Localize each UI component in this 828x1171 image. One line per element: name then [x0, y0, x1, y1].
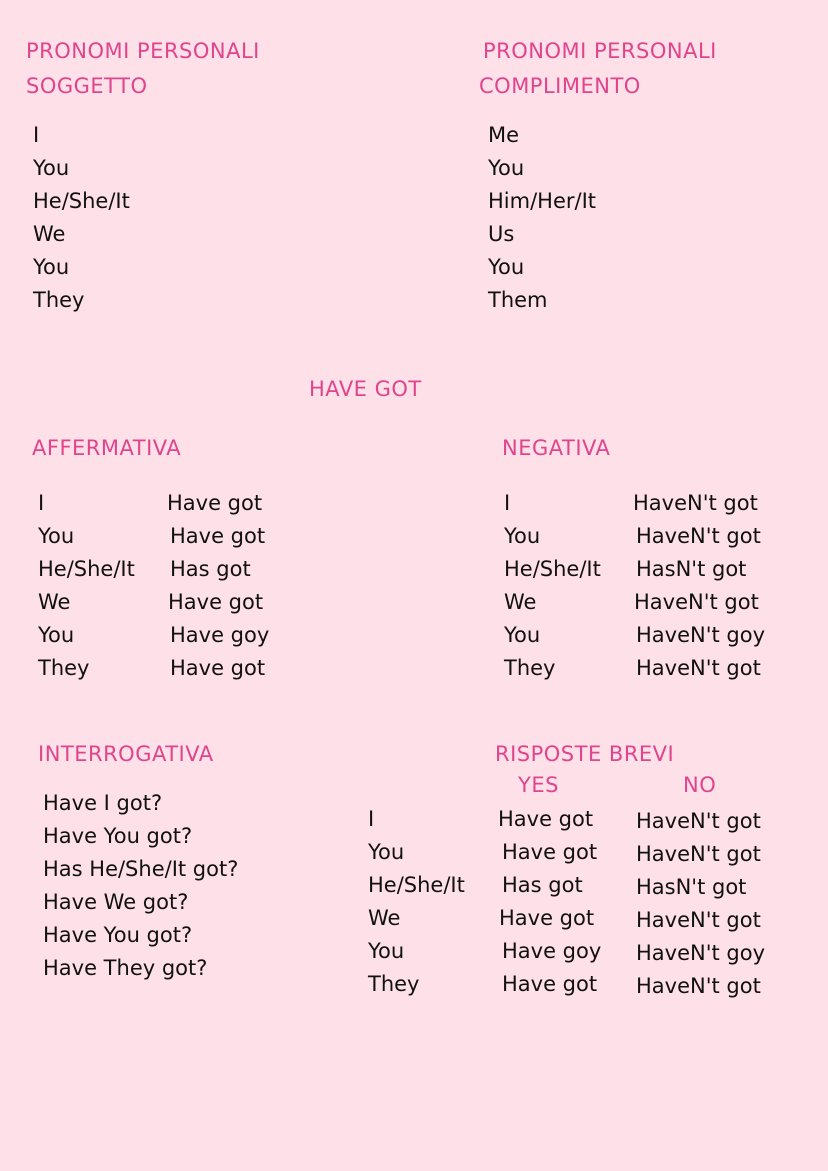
list-item: You	[33, 255, 70, 279]
list-item: Have You got?	[43, 824, 193, 848]
subject-cell: You	[368, 939, 405, 963]
yes-column-label: YES	[518, 773, 559, 797]
yes-cell: Have got	[502, 840, 598, 864]
verb-cell: HaveN't got	[636, 656, 761, 680]
list-item: I	[33, 123, 40, 147]
yes-cell: Has got	[502, 873, 583, 897]
list-item: He/She/It	[33, 189, 130, 213]
list-item: Have They got?	[43, 956, 208, 980]
subject-cell: You	[504, 623, 541, 647]
list-item: You	[33, 156, 70, 180]
subject-cell: They	[368, 972, 420, 996]
no-cell: HaveN't got	[636, 908, 761, 932]
list-item: You	[488, 156, 525, 180]
yes-cell: Have got	[498, 807, 594, 831]
have-got-title: HAVE GOT	[309, 377, 422, 401]
subject-cell: He/She/It	[368, 873, 465, 897]
list-item: They	[33, 288, 85, 312]
verb-cell: HasN't got	[636, 557, 747, 581]
subject-cell: I	[368, 807, 375, 831]
list-item: Have I got?	[43, 791, 163, 815]
subject-cell: They	[38, 656, 90, 680]
subject-pronouns-title-line2: SOGGETTO	[26, 74, 148, 98]
yes-cell: Have goy	[502, 939, 602, 963]
subject-cell: You	[504, 524, 541, 548]
object-pronouns-title-line2: COMPLIMENTO	[479, 74, 641, 98]
subject-pronouns-title-line1: PRONOMI PERSONALI	[26, 39, 260, 63]
list-item: You	[488, 255, 525, 279]
no-cell: HaveN't got	[636, 974, 761, 998]
verb-cell: Have got	[170, 656, 266, 680]
affermativa-title: AFFERMATIVA	[32, 436, 182, 460]
list-item: Them	[488, 288, 548, 312]
list-item: Me	[488, 123, 520, 147]
list-item: Have You got?	[43, 923, 193, 947]
subject-cell: We	[368, 906, 401, 930]
no-cell: HaveN't goy	[636, 941, 766, 965]
verb-cell: HaveN't got	[636, 524, 761, 548]
verb-cell: Have got	[168, 590, 264, 614]
subject-cell: You	[38, 524, 75, 548]
no-column-label: NO	[683, 773, 717, 797]
subject-cell: You	[38, 623, 75, 647]
yes-cell: Have got	[502, 972, 598, 996]
object-pronouns-title-line1: PRONOMI PERSONALI	[483, 39, 717, 63]
subject-cell: He/She/It	[38, 557, 135, 581]
subject-cell: I	[38, 491, 45, 515]
verb-cell: HaveN't goy	[636, 623, 766, 647]
no-cell: HaveN't got	[636, 809, 761, 833]
subject-cell: They	[504, 656, 556, 680]
list-item: Him/Her/It	[488, 189, 597, 213]
verb-cell: HaveN't got	[633, 491, 758, 515]
list-item: Us	[488, 222, 515, 246]
no-cell: HasN't got	[636, 875, 747, 899]
subject-cell: We	[504, 590, 537, 614]
verb-cell: Have goy	[170, 623, 270, 647]
subject-cell: I	[504, 491, 511, 515]
verb-cell: Has got	[170, 557, 251, 581]
no-cell: HaveN't got	[636, 842, 761, 866]
subject-cell: We	[38, 590, 71, 614]
list-item: Have We got?	[43, 890, 189, 914]
list-item: Has He/She/It got?	[43, 857, 239, 881]
risposte-brevi-title: RISPOSTE BREVI	[495, 742, 675, 766]
yes-cell: Have got	[499, 906, 595, 930]
verb-cell: Have got	[167, 491, 263, 515]
verb-cell: Have got	[170, 524, 266, 548]
verb-cell: HaveN't got	[634, 590, 759, 614]
negativa-title: NEGATIVA	[502, 436, 611, 460]
subject-cell: He/She/It	[504, 557, 601, 581]
subject-cell: You	[368, 840, 405, 864]
list-item: We	[33, 222, 66, 246]
interrogativa-title: INTERROGATIVA	[38, 742, 214, 766]
